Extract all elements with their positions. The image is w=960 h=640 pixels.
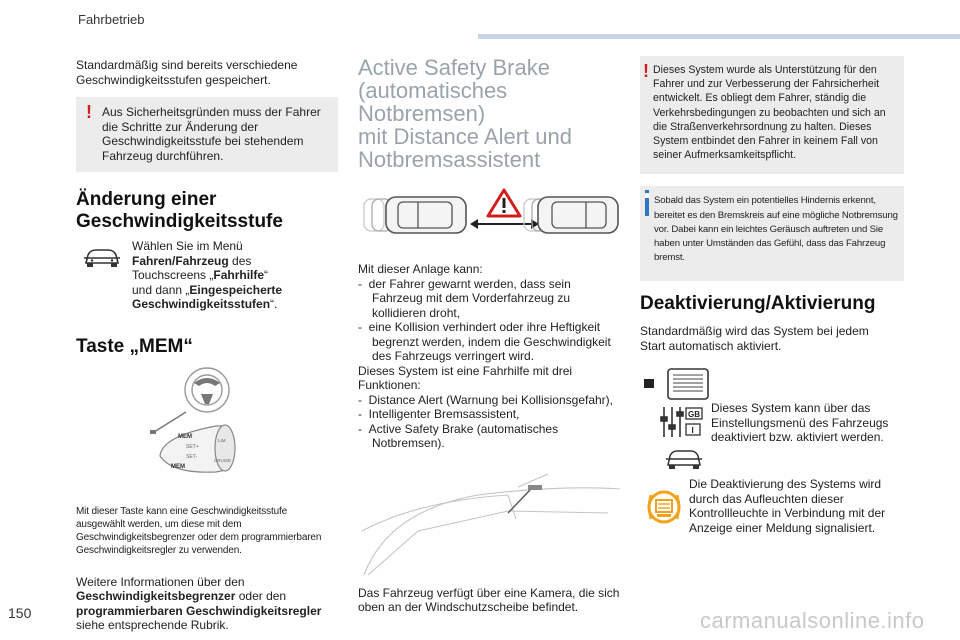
warning-box: [640, 56, 904, 174]
windscreen-camera-illustration: [358, 471, 620, 577]
front-car-icon: [524, 197, 618, 233]
steering-stalk-illustration: [76, 364, 338, 494]
list-item-text: Distance Alert (Warnung bei Kollisionsgefahr),: [368, 392, 614, 407]
text-run: siehe entsprechende Rubrik.: [76, 618, 229, 632]
middle-column: [358, 56, 620, 615]
intro-text: Standardmäßig sind bereits verschiedene Geschwindigkeitsstufen gespeichert.: [76, 58, 298, 87]
text-run: oder den: [235, 589, 287, 603]
text-run: “.: [270, 297, 278, 311]
menu-name: Eingespeicherte Geschwindigkeitsstufen: [132, 282, 283, 311]
warning-lamp-block: [640, 477, 904, 557]
list-item-text: Active Safety Brake (automatisches Notbremsen).: [368, 421, 559, 450]
settings-icons-block: [640, 367, 904, 471]
info-box: [640, 186, 904, 281]
list-item-text: eine Kollision verhindert oder ihre Heftigkeit begrenzt werden, indem die Geschwindigkeit des Fahrzeugs verringert wird.: [368, 320, 611, 363]
title-line: Active Safety Brake: [358, 55, 550, 80]
stalk-set-minus: SET-: [186, 453, 198, 460]
section-title-change-speed: [76, 189, 338, 233]
pointer-arrow: [150, 412, 186, 434]
feature-name: programmierbaren Geschwindigkeitsregler: [76, 603, 322, 618]
language-icon: [686, 408, 702, 435]
car-icon: [666, 451, 702, 469]
warning-icon: !: [86, 102, 92, 122]
watermark: carmanualsonline.info: [700, 608, 925, 633]
display-screen-icon: [668, 369, 708, 399]
settings-icons: [644, 367, 714, 471]
list-item: - eine Kollision verhindert oder ihre Heftigkeit begrenzt werden, indem die Geschwindigkeit des Fahrzeugs verringert wird.: [358, 320, 611, 363]
section-title-active-safety-brake: [358, 56, 620, 171]
camera-text: Das Fahrzeug verfügt über eine Kamera, die sich oben an der Windschutzscheibe befindet.: [358, 585, 620, 614]
more-info-text: [76, 575, 338, 633]
title-line: Notbremsassistent: [358, 147, 541, 172]
stalk-set-plus: SET+: [186, 443, 199, 450]
settings-sliders-icon: [661, 407, 683, 437]
info-icon: [645, 194, 649, 216]
stalk-mem-top: MEM: [178, 433, 192, 440]
list-item: - der Fahrer gewarnt werden, dass sein Fahrzeug mit dem Vorderfahrzeug zu kollidieren droht,: [358, 276, 571, 320]
warning-icon: !: [643, 61, 649, 81]
text-run: Weitere Informationen über den: [76, 574, 245, 589]
warning-text: Aus Sicherheitsgründen muss der Fahrer die Schritte zur Änderung der Geschwindigkeitsstufe bei stehendem Fahrzeug durchführen.: [102, 105, 321, 163]
section-title-mem: Taste „MEM“: [76, 335, 193, 357]
rear-car-icon: [364, 197, 466, 233]
stalk-caption: Mit dieser Taste kann eine Geschwindigkeitsstufe ausgewählt werden, um diese mit dem Geschwindigkeitsbegrenzer oder dem programmierbaren Geschwindigkeitsregler zu verwenden.: [76, 505, 322, 556]
section-title-line: Änderung einer: [76, 189, 217, 210]
warning-box: [76, 97, 338, 172]
gb-label: GB: [688, 410, 700, 420]
section-header: Fahrbetrieb: [78, 12, 145, 27]
info-text: Sobald das System ein potentielles Hindernis erkennt, bereitet es den Bremskreis auf eine mögliche Notbremsung vor. Dabei kann ein leichtes Geräusch auftreten und Sie haben unter Umständen das Gefühl, dass das Fahrzeug bremst.: [654, 195, 898, 264]
default-activation-text: Standardmäßig wird das System bei jedem Start automatisch aktiviert.: [640, 324, 869, 353]
menu-name: Fahrhilfe: [213, 268, 265, 282]
page-number: 150: [8, 605, 32, 621]
double-arrow-icon: [470, 219, 539, 229]
menu-instruction-text: [132, 239, 302, 312]
text-run: und dann „: [132, 282, 190, 297]
collision-warning-illustration: [358, 186, 620, 248]
list-item: - Active Safety Brake (automatisches Notbremsen).: [358, 421, 559, 450]
steering-wheel-icon: [194, 378, 220, 404]
menu-name: Fahren/Fahrzeug: [132, 253, 229, 268]
text-run: “: [264, 268, 269, 282]
section-title-line: Geschwindigkeitsstufe: [76, 211, 283, 232]
system-capabilities: [358, 262, 620, 451]
title-line: (automatisches Notbremsen): [358, 78, 508, 126]
deactivation-indicator-text: Die Deaktivierung des Systems wird durch das Aufleuchten dieser Kontrollleuchte in Verbindung mit der Anzeige einer Meldung signalisiert.: [689, 477, 886, 535]
list-item: - Distance Alert (Warnung bei Kollisionsgefahr),: [358, 392, 614, 407]
stalk-lim: LIM: [218, 437, 226, 443]
list-item-text: der Fahrer gewarnt werden, dass sein Fahrzeug mit dem Vorderfahrzeug zu kollidieren droht,: [368, 276, 571, 320]
settings-menu-text: Dieses System kann über das Einstellungsmenü des Fahrzeugs deaktiviert bzw. aktiviert werden.: [711, 401, 889, 445]
section-title-deactivation: Deaktivierung/Aktivierung: [640, 293, 876, 315]
text-run: Wählen Sie im Menü: [132, 239, 243, 253]
emergency-brake-warning-lamp-icon: [644, 487, 684, 527]
warning-triangle-icon: [488, 190, 520, 216]
feature-name: Geschwindigkeitsbegrenzer: [76, 589, 236, 603]
title-line: mit Distance Alert und: [358, 124, 572, 149]
list-item: - Intelligenter Bremsassistent,: [358, 407, 520, 421]
left-column: [76, 56, 338, 633]
header-bar: [478, 34, 960, 39]
text-run: Touchscreens „: [132, 268, 214, 282]
warning-text: Dieses System wurde als Unterstützung für den Fahrer und zur Verbesserung der Fahrsicherheit entwickelt. Es obliegt dem Fahrer, ständig die Verkehrsbedingungen zu beobachten und sich an die Straßenverkehrsordnung zu halten. Dieses System entbindet den Fahrer in keinem Fall von seiner Aufmerksamkeitspflicht.: [653, 64, 886, 162]
car-icon: [82, 245, 122, 271]
right-column: [640, 56, 904, 557]
text-run: des: [228, 253, 252, 268]
capabilities-intro: Mit dieser Anlage kann:: [358, 262, 483, 276]
stalk-cruise: CRUISE: [214, 457, 232, 463]
list-item-text: Intelligenter Bremsassistent,: [368, 407, 520, 421]
stalk-mem-bottom: MEM: [171, 463, 185, 470]
functions-intro: Dieses System ist eine Fahrhilfe mit drei Funktionen:: [358, 363, 573, 392]
i-label: I: [691, 426, 694, 436]
menu-instruction: [76, 239, 338, 312]
